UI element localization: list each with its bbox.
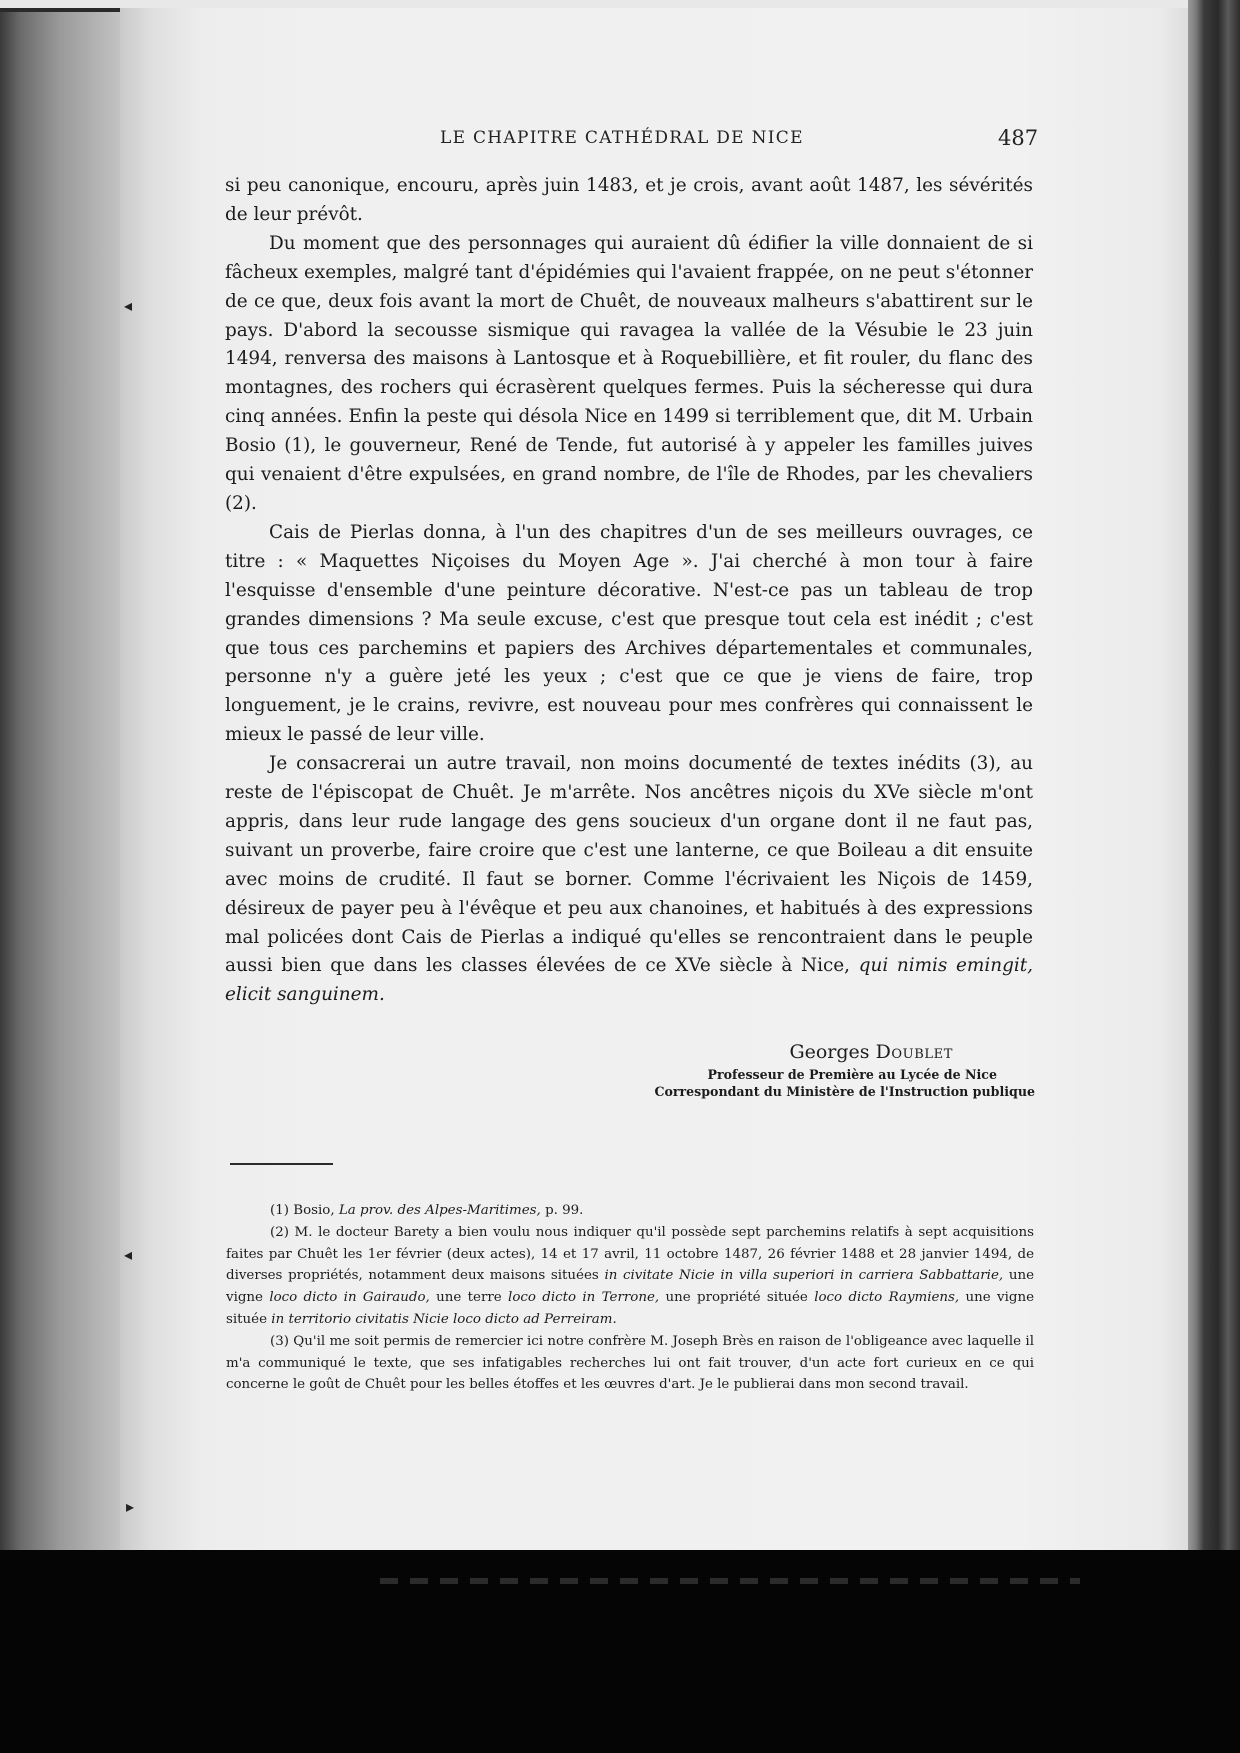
signature-block (640, 1038, 1035, 1100)
footnote-text: une terre (436, 1290, 502, 1306)
footnote-citation: La prov. des Alpes-Maritimes, (338, 1203, 541, 1218)
author-role: Professeur de Première au Lycée de Nice (707, 1067, 997, 1082)
footnote-divider (230, 1163, 333, 1165)
footnotes (226, 1200, 1034, 1396)
author-last-name: Doublet (875, 1041, 953, 1063)
main-text (225, 172, 1033, 1010)
footnote: (3) Qu'il me soit permis de remercier ici notre confrère M. Joseph Brès en raison de l'obligeance avec laquelle il m'a communiqué le texte, que ses infatigables recherches lui ont fait trouver, d'un acte fort curieux en ce qui concerne le goût de Chuêt pour les belles étoffes et les œuvres d'art. Je le publierai dans mon second travail. (226, 1333, 1034, 1393)
paragraph (225, 750, 1033, 1010)
footnote-latin: in territorio civitatis Nicie loco dicto ad Perreiram. (271, 1311, 617, 1327)
author-name (640, 1038, 953, 1066)
scan-corner-mark (0, 8, 135, 12)
footnote-text: une vigne située (226, 1290, 1034, 1327)
margin-arrow-icon: ◂ (124, 1245, 133, 1264)
scan-artifact-strip (380, 1578, 1080, 1584)
margin-arrow-icon: ◂ (124, 296, 133, 315)
footnote-latin: loco dicto in Terrone, (508, 1290, 660, 1306)
author-role: Correspondant du Ministère de l'Instruction publique (654, 1084, 1035, 1099)
footnote (226, 1200, 1034, 1222)
footnote-text: (2) M. le docteur Barety a bien voulu nous indiquer qu'il possède sept parchemins relatifs à sept acquisitions faites par Chuêt les 1er février (deux actes), 14 et 17 avril, 11 octobre 1487, 26 février 1488 et 28 janvier 1494, de diverses propriétés, notamment deux maisons situées (226, 1224, 1034, 1284)
paragraph: Cais de Pierlas donna, à l'un des chapitres d'un de ses meilleurs ouvrages, ce titre : « Maquettes Niçoises du Moyen Age ». J'ai cherché à mon tour à faire l'esquisse d'ensemble d'une peinture décorative. N'est-ce pas un tableau de trop grandes dimensions ? Ma seule excuse, c'est que presque tout cela est inédit ; c'est que tous ces parchemins et papiers des Archives départementales et communales, personne n'y a guère jeté les yeux ; c'est que ce que je viens de faire, trop longuement, je le crains, revivre, est nouveau pour mes confrères qui connaissent le mieux le passé de leur ville. (225, 521, 1033, 746)
footnote (226, 1222, 1034, 1331)
paragraph: Du moment que des personnages qui auraient dû édifier la ville donnaient de si fâcheux exemples, malgré tant d'épidémies qui l'avaient frappée, on ne peut s'étonner de ce que, deux fois avant la mort de Chuêt, de nouveaux malheurs s'abattirent sur le pays. D'abord la secousse sismique qui ravagea la vallée de la Vésubie le 23 juin 1494, renversa des maisons à Lantosque et à Roquebillière, et fit rouler, du flanc des montagnes, des rochers qui écrasèrent quelques fermes. Puis la sécheresse qui dura cinq années. Enfin la peste qui désola Nice en 1499 si terriblement que, dit M. Urbain Bosio (1), le gouverneur, René de Tende, fut autorisé à y appeler les familles juives qui venaient d'être expulsées, en grand nombre, de l'île de Rhodes, par les chevaliers (2). (225, 232, 1033, 514)
paragraph-text: Je consacrerai un autre travail, non moins documenté de textes inédits (3), au reste de l'épiscopat de Chuêt. Je m'arrête. Nos ancêtres niçois du XVe siècle m'ont appris, dans leur rude langage des gens soucieux d'un organe dont il ne faut pas, suivant un proverbe, faire croire que c'est une lanterne, ce que Boileau a dit ensuite avec moins de crudité. Il faut se borner. Comme l'écrivaient les Niçois de 1459, désireux de payer peu à l'évêque et peu aux chanoines, et habitués à des expressions mal policées dont Cais de Pierlas a indiqué qu'elles se rencontraient dans le peuple aussi bien que dans les classes élevées de ce XVe siècle à Nice, (225, 753, 1033, 977)
footnote-text: p. 99. (545, 1203, 584, 1218)
running-title: LE CHAPITRE CATHÉDRAL DE NICE (440, 128, 804, 148)
footnote-text: une vigne (226, 1268, 1035, 1306)
page-number: 487 (998, 126, 1039, 150)
latin-quote: qui nimis emingit, elicit sanguinem. (225, 955, 1033, 1006)
footnote-text: une propriété située (665, 1290, 808, 1306)
scan-top-edge (0, 0, 1240, 8)
footnote-latin: loco dicto Raymiens, (814, 1290, 960, 1306)
author-first-name: Georges (789, 1041, 870, 1063)
paragraph: si peu canonique, encouru, après juin 1483, et je crois, avant août 1487, les sévérités de leur prévôt. (225, 175, 1033, 225)
page-right-edge (1188, 0, 1240, 1600)
margin-arrow-icon: ▸ (126, 1497, 135, 1516)
footnote-text: (1) Bosio, (270, 1203, 335, 1218)
footnote-latin: loco dicto in Gairaudo, (269, 1290, 430, 1306)
footnote-latin: in civitate Nicie in villa superiori in carriera Sabbattarie, (604, 1268, 1004, 1284)
